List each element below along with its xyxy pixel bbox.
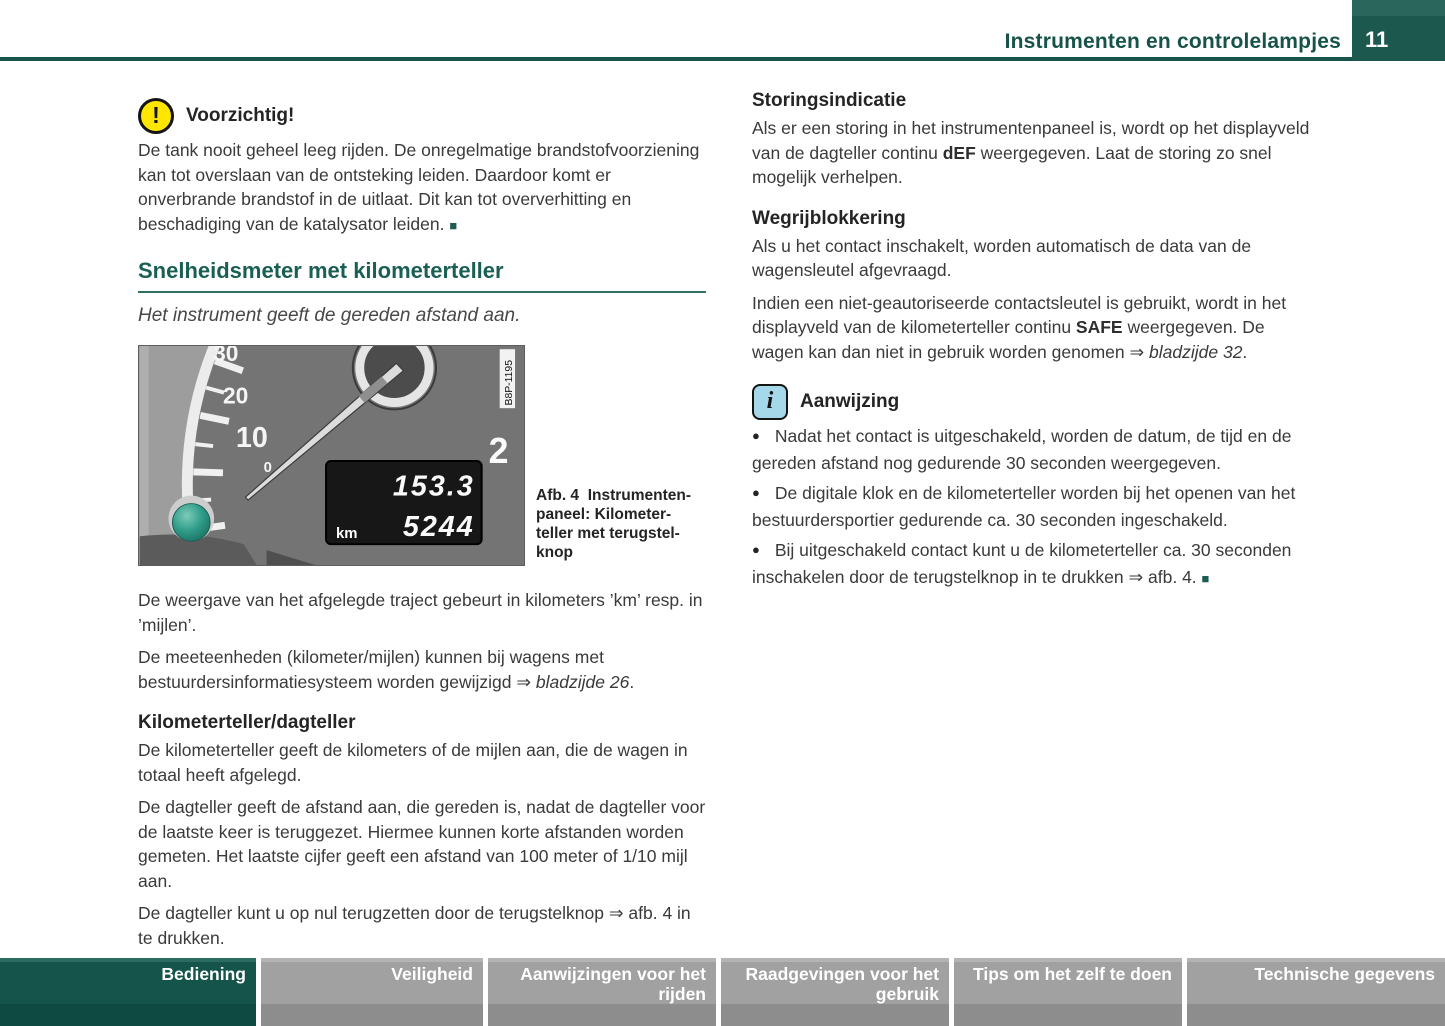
- lcd-trip-value: 153.3: [392, 470, 475, 503]
- lcd-odometer-value: 5244: [402, 511, 475, 544]
- caution-body-text: De tank nooit geheel leeg rijden. De onregelmatige brandstofvoorziening kan tot overslaan van de ontsteking leiden. Daardoor komt er onverbrande brandstof in de uitlaat. Dit kan tot oververhitting en beschadiging van de katalysator leiden.: [138, 140, 700, 234]
- speedometer-graphic: [139, 346, 524, 565]
- reset-knob[interactable]: [172, 504, 210, 542]
- section-title: Snelheidsmeter met kilometerteller: [138, 258, 706, 293]
- footer-tab-tips-om-het-zelf-te-doen[interactable]: Tips om het zelf te doen: [954, 958, 1182, 1026]
- subsection-title: Storingsindicatie: [752, 90, 907, 111]
- page-title: Instrumenten en controlelampjes: [1004, 30, 1341, 53]
- note-bullet: [752, 424, 1320, 475]
- lcd-display: [326, 461, 482, 544]
- paragraph-text: .: [629, 671, 635, 692]
- display-code-safe: SAFE: [1075, 317, 1123, 337]
- note-bullet: [752, 481, 1320, 532]
- left-column: [138, 98, 706, 968]
- note-bullet: [752, 538, 1320, 591]
- dial-number-20: 20: [222, 382, 249, 409]
- bullet-text: De digitale klok en de kilometerteller worden bij het openen van het bestuurdersportier gedurende ca. 30 seconden ingeschakeld.: [752, 483, 1296, 530]
- footer-tab-aanwijzingen-voor-het-rijden[interactable]: Aanwijzingen voor het rijden: [488, 958, 716, 1026]
- info-icon: i: [752, 384, 788, 420]
- figure-4: [138, 345, 706, 566]
- figure-caption-line: knop: [536, 544, 574, 561]
- section-lead: Het instrument geeft de gereden afstand aan.: [138, 305, 521, 326]
- caution-text: [138, 138, 706, 238]
- figure-caption-line: teller met terugstel-: [536, 525, 680, 542]
- bullet-icon: ●: [752, 428, 760, 443]
- end-of-section-square: ■: [1201, 570, 1210, 586]
- body-paragraph: [752, 116, 1320, 190]
- body-paragraph: De weergave van het afgelegde traject gebeurt in kilometers ’km’ resp. in ’mijlen’.: [138, 590, 703, 635]
- subsection-title: Wegrijblokkering: [752, 207, 906, 229]
- paragraph-text: Als er een storing in het instrumentenpaneel is, wordt op het displayveld van de dagteller continu: [752, 118, 1310, 163]
- warning-icon: !: [138, 98, 174, 134]
- body-paragraph: [752, 291, 1320, 365]
- instrument-panel-photo: [138, 345, 525, 566]
- header-divider: [0, 57, 1445, 61]
- bullet-text: Nadat het contact is uitgeschakeld, worden de datum, de tijd en de gereden afstand nog gedurende 30 seconden weergegeven.: [752, 426, 1292, 473]
- page-number-badge: [1352, 0, 1445, 61]
- caution-title: Voorzichtig!: [186, 105, 295, 126]
- display-code-def: dEF: [942, 142, 976, 163]
- footer-section-tabs: [0, 958, 1445, 1026]
- body-paragraph: De kilometerteller geeft de kilometers of de mijlen aan, die de wagen in totaal heeft afgelegd.: [138, 740, 688, 785]
- body-paragraph: Als u het contact inschakelt, worden automatisch de data van de wagensleutel afgevraagd.: [752, 235, 1252, 280]
- note-header: [752, 384, 1320, 420]
- paragraph-text: Indien een niet-geautoriseerde contactsleutel is gebruikt, wordt in het displayveld van de kilometerteller continu: [752, 292, 1287, 337]
- page-reference: bladzijde 26: [535, 671, 630, 692]
- figure-caption: [536, 486, 704, 566]
- dial-number-0: 0: [263, 459, 272, 476]
- adjacent-gauge-number: 2: [488, 430, 509, 471]
- image-code-label: B8P-1195: [503, 360, 515, 406]
- bullet-icon: ●: [752, 485, 760, 500]
- figure-caption-line: Instrumenten-: [587, 487, 692, 504]
- subsection-title: Kilometerteller/dagteller: [138, 712, 356, 733]
- end-of-section-square: ■: [449, 217, 458, 233]
- figure-caption-label: Afb. 4: [536, 487, 580, 504]
- dial-number-10: 10: [235, 422, 268, 455]
- bullet-text: Bij uitgeschakeld contact kunt u de kilometerteller ca. 30 seconden inschakelen door de terugstelknop in te drukken ⇒ afb. 4.: [752, 540, 1292, 587]
- right-column: [752, 90, 1320, 597]
- figure-caption-line: paneel: Kilometer-: [536, 506, 672, 523]
- footer-tab-technische-gegevens[interactable]: Technische gegevens: [1187, 958, 1445, 1026]
- dial-number-30: 30: [213, 346, 239, 366]
- page-reference: bladzijde 32: [1149, 341, 1243, 362]
- caution-header: [138, 98, 706, 134]
- paragraph-text: De meeteenheden (kilometer/mijlen) kunnen bij wagens met bestuurdersinformatiesysteem worden gewijzigd ⇒: [138, 647, 604, 692]
- paragraph-text: weergegeven. De wagen kan dan niet in gebruik worden genomen ⇒: [752, 317, 1265, 362]
- body-paragraph: [138, 645, 706, 694]
- body-paragraph: De dagteller kunt u op nul terugzetten door de terugstelknop ⇒ afb. 4 in te drukken.: [138, 903, 691, 948]
- footer-tab-veiligheid[interactable]: Veiligheid: [261, 958, 483, 1026]
- lcd-unit-label: km: [335, 526, 358, 543]
- paragraph-text: weergegeven. Laat de storing zo snel mogelijk verhelpen.: [752, 142, 1272, 187]
- footer-tab-raadgevingen-voor-het-gebruik[interactable]: Raadgevingen voor het gebruik: [721, 958, 949, 1026]
- note-title: Aanwijzing: [800, 391, 900, 412]
- paragraph-text: .: [1242, 341, 1248, 362]
- footer-tab-bediening[interactable]: Bediening: [0, 958, 256, 1026]
- body-paragraph: De dagteller geeft de afstand aan, die gereden is, nadat de dagteller voor de laatste keer is teruggezet. Hiermee kunnen korte afstanden worden gemeten. Het laatste cijfer geeft een afstand van 100 meter of 1/10 mijl aan.: [138, 797, 706, 891]
- page-number: 11: [1365, 27, 1389, 52]
- bullet-icon: ●: [752, 542, 760, 557]
